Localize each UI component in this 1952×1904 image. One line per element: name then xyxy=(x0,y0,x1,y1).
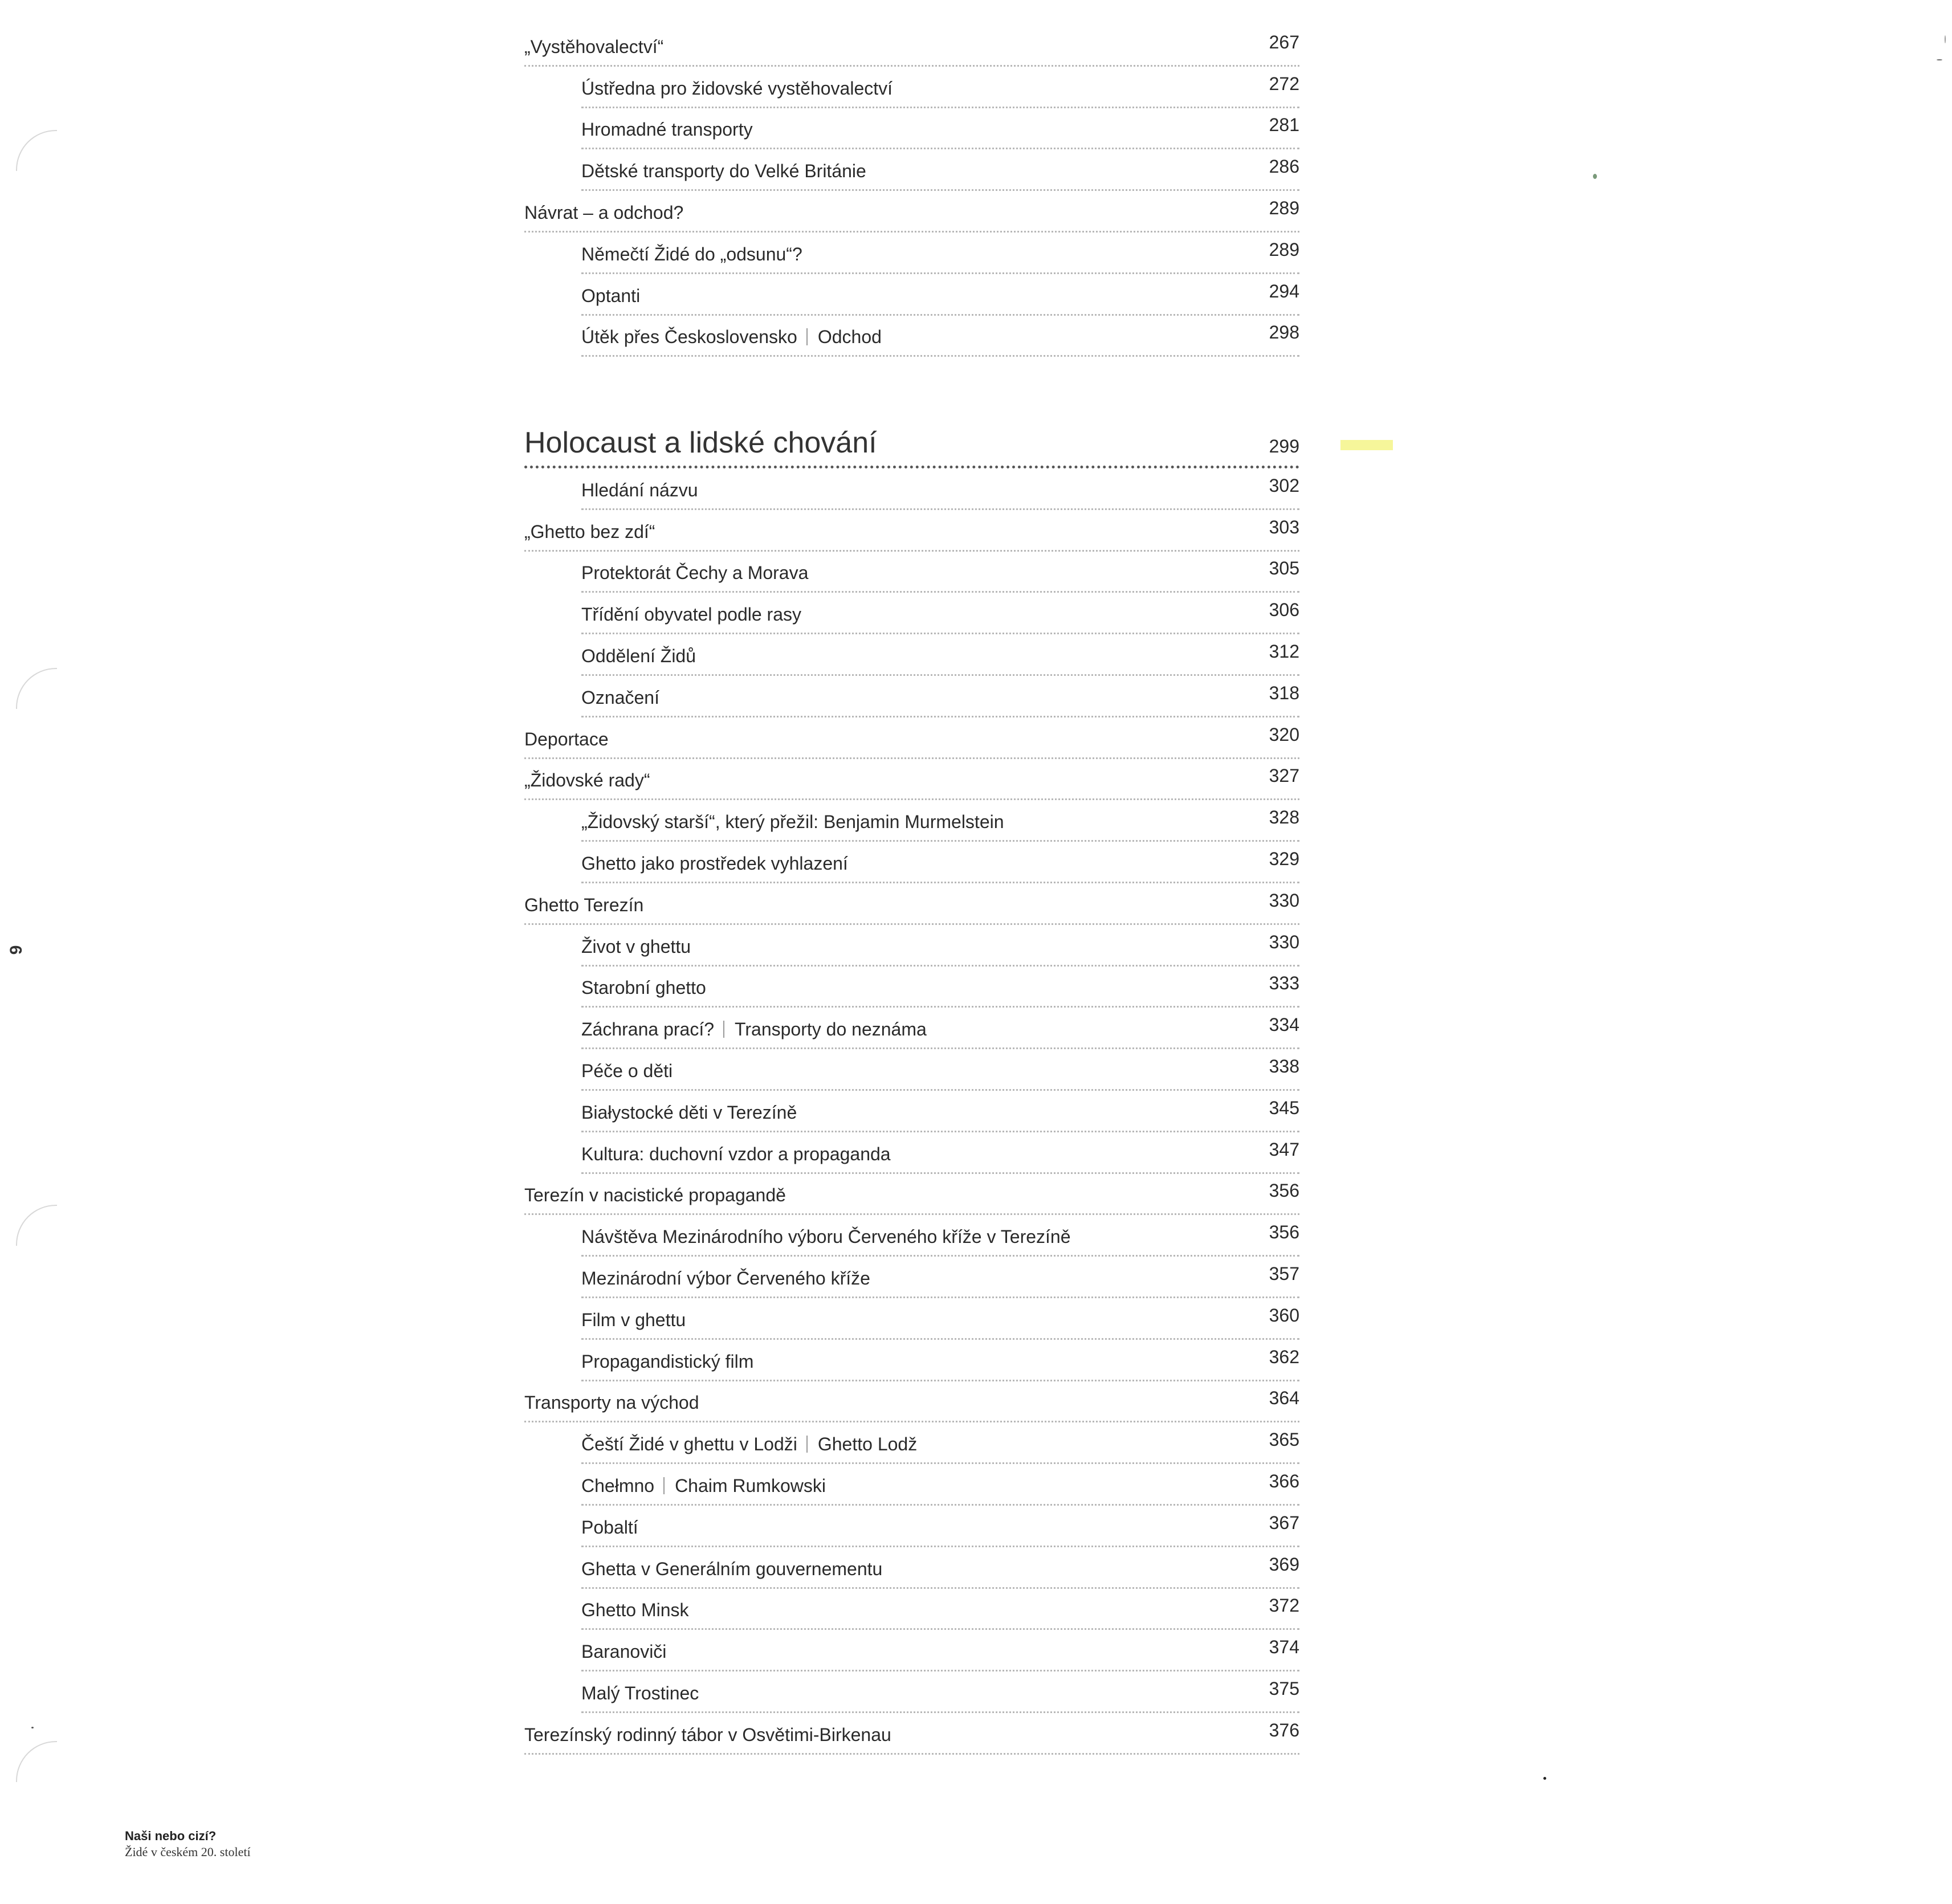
title-separator xyxy=(806,1436,808,1453)
toc-entry[interactable] xyxy=(581,1340,1299,1381)
toc-entry-title xyxy=(581,77,893,100)
toc-entry[interactable] xyxy=(581,233,1299,274)
toc-entry[interactable] xyxy=(581,274,1299,316)
toc-entry[interactable] xyxy=(581,468,1299,510)
toc-entry-page: 333 xyxy=(1269,973,1299,994)
toc-entry[interactable] xyxy=(524,717,1299,759)
scan-speck xyxy=(1945,35,1946,43)
toc-entry-title-text: Optanti xyxy=(581,285,641,306)
toc-entry-title xyxy=(581,243,802,266)
toc-entry-page: 374 xyxy=(1269,1637,1299,1658)
toc-entry[interactable] xyxy=(581,1008,1299,1049)
toc-entry-title-text: „Ghetto bez zdí“ xyxy=(524,521,655,542)
toc-entry[interactable] xyxy=(581,676,1299,717)
toc-entry-title-text: Hledání názvu xyxy=(581,479,698,500)
toc-entry-title xyxy=(581,603,801,626)
toc-entry[interactable] xyxy=(581,67,1299,108)
toc-entry-title xyxy=(581,645,696,667)
toc-entry-title xyxy=(581,325,882,348)
toc-entry-title xyxy=(524,520,655,543)
toc-entry[interactable] xyxy=(581,1671,1299,1713)
toc-entry-page: 330 xyxy=(1269,931,1299,952)
chapter-entries xyxy=(524,468,1299,1755)
toc-entry-page: 327 xyxy=(1269,765,1299,786)
binder-hole-arc xyxy=(16,1741,57,1782)
toc-entry-title-text: Ghetto jako prostředek vyhlazení xyxy=(581,853,848,874)
toc-entry-title-text: Propagandistický film xyxy=(581,1351,754,1372)
toc-entry[interactable] xyxy=(581,1589,1299,1630)
binder-hole-arc xyxy=(16,130,57,171)
scan-speck xyxy=(1543,1777,1546,1780)
toc-entry[interactable] xyxy=(524,883,1299,925)
toc-entry-title xyxy=(524,728,609,751)
toc-entry-page: 298 xyxy=(1269,322,1299,343)
toc-entry-page: 372 xyxy=(1269,1595,1299,1616)
toc-entry-title-text: Péče o děti xyxy=(581,1060,673,1081)
toc-entry-title-text: Čeští Židé v ghettu v Lodži xyxy=(581,1434,797,1455)
toc-entry-title-text: Označení xyxy=(581,687,659,708)
toc-entry-page: 286 xyxy=(1269,156,1299,177)
chapter-heading-page: 299 xyxy=(1269,436,1299,456)
book-footer xyxy=(125,1828,251,1860)
toc-entry[interactable] xyxy=(581,1132,1299,1174)
footer-book-subtitle: Židé v českém 20. století xyxy=(125,1845,251,1859)
toc-entry[interactable] xyxy=(524,759,1299,801)
toc-entry-title-text: Záchrana prací? xyxy=(581,1019,715,1040)
toc-entry-title-text: Protektorát Čechy a Morava xyxy=(581,562,809,584)
title-separator xyxy=(723,1021,724,1038)
scan-speck xyxy=(1937,59,1942,60)
toc-entry-title xyxy=(581,686,659,709)
binder-hole-arc xyxy=(16,668,57,709)
toc-entry-title-text: Hromadné transporty xyxy=(581,119,753,140)
toc-entry-page: 320 xyxy=(1269,724,1299,745)
toc-entry-title xyxy=(524,769,650,792)
toc-entry-title xyxy=(581,810,1004,833)
toc-entry[interactable] xyxy=(581,1547,1299,1589)
footer-book-title: Naši nebo cizí? xyxy=(125,1829,217,1843)
toc-entry-title-text: Pobaltí xyxy=(581,1516,638,1538)
toc-entry[interactable] xyxy=(524,25,1299,67)
toc-entry-title-text: „Židovský starší“, který přežil: Benjamin Murmelstein xyxy=(581,812,1004,833)
side-page-number: 6 xyxy=(6,945,25,955)
toc-entry-page: 272 xyxy=(1269,73,1299,94)
toc-entry-title xyxy=(581,852,848,875)
toc-entry[interactable] xyxy=(581,1091,1299,1132)
toc-entry-title xyxy=(581,1558,882,1580)
toc-entry[interactable] xyxy=(524,191,1299,233)
toc-entry-title xyxy=(581,1059,673,1082)
toc-entry-title-text: Ústředna pro židovské vystěhovalectví xyxy=(581,78,893,99)
toc-section-emigration xyxy=(524,25,1299,357)
toc-entry[interactable] xyxy=(524,1713,1299,1755)
toc-entry-title xyxy=(581,118,753,141)
chapter-heading-row[interactable] xyxy=(524,422,1299,468)
toc-entry-page: 305 xyxy=(1269,558,1299,579)
toc-entry[interactable] xyxy=(524,510,1299,552)
toc-entry-title xyxy=(524,1184,786,1206)
scan-speck xyxy=(31,1727,34,1728)
toc-entry[interactable] xyxy=(524,1174,1299,1216)
toc-entry[interactable] xyxy=(581,1298,1299,1340)
toc-entry-title-text: Třídění obyvatel podle rasy xyxy=(581,604,801,625)
toc-entry-page: 302 xyxy=(1269,475,1299,496)
toc-entry[interactable] xyxy=(581,842,1299,883)
toc-entry-title xyxy=(524,201,683,224)
toc-entry[interactable] xyxy=(581,1049,1299,1091)
toc-entry-title xyxy=(581,1682,699,1705)
toc-entry-title-text: Malý Trostinec xyxy=(581,1682,699,1703)
toc-entry-title xyxy=(581,1516,638,1539)
toc-entry-page: 356 xyxy=(1269,1222,1299,1243)
toc-entry-title xyxy=(524,1723,891,1746)
toc-entry-page: 366 xyxy=(1269,1470,1299,1491)
toc-entry-title xyxy=(581,1143,891,1165)
toc-entry[interactable] xyxy=(581,800,1299,842)
toc-entry-title xyxy=(581,1308,686,1331)
toc-entry-page: 345 xyxy=(1269,1097,1299,1118)
toc-entry-title-text: Ghetto Minsk xyxy=(581,1600,689,1621)
toc-entry[interactable] xyxy=(524,1381,1299,1423)
toc-entry-title-text: Ghetto Terezín xyxy=(524,894,644,915)
toc-entry[interactable] xyxy=(581,108,1299,150)
toc-entry[interactable] xyxy=(581,967,1299,1008)
toc-entry-page: 330 xyxy=(1269,890,1299,911)
toc-entry-title xyxy=(581,1599,689,1621)
toc-section-holocaust xyxy=(524,422,1299,1755)
toc-entry-title xyxy=(581,1101,797,1124)
toc-entry-title-text: Návštěva Mezinárodního výboru Červeného kříže v Terezíně xyxy=(581,1226,1071,1247)
toc-entry-title-text: Kultura: duchovní vzdor a propaganda xyxy=(581,1143,891,1164)
toc-entry-title-text: „Vystěhovalectví“ xyxy=(524,36,664,57)
binder-hole-arc xyxy=(16,1205,57,1246)
toc-entry-page: 289 xyxy=(1269,197,1299,218)
scan-speck xyxy=(1593,174,1597,179)
toc-entry-page: 376 xyxy=(1269,1719,1299,1740)
toc-entry-page: 367 xyxy=(1269,1512,1299,1533)
toc-entry-page: 306 xyxy=(1269,600,1299,621)
title-separator xyxy=(806,328,808,345)
toc-entry-title xyxy=(581,1640,666,1663)
toc-entry-title xyxy=(581,561,808,584)
toc-entry-title xyxy=(581,284,640,307)
toc-entry-page: 281 xyxy=(1269,115,1299,136)
toc-entry-page: 334 xyxy=(1269,1014,1299,1035)
toc-entry-page: 356 xyxy=(1269,1180,1299,1201)
toc-entry-title-secondary: Chaim Rumkowski xyxy=(675,1475,826,1496)
toc-entry[interactable] xyxy=(581,593,1299,634)
toc-entry-title xyxy=(581,976,706,999)
toc-entry-title xyxy=(581,1018,927,1041)
toc-entry-title-text: Mezinárodní výbor Červeného kříže xyxy=(581,1267,870,1289)
toc-entry-title-secondary: Odchod xyxy=(817,327,882,348)
toc-entry-page: 329 xyxy=(1269,848,1299,869)
toc-entry[interactable] xyxy=(581,1630,1299,1671)
toc-entry-page: 365 xyxy=(1269,1429,1299,1450)
toc-entry-page: 362 xyxy=(1269,1346,1299,1367)
toc-entry-title xyxy=(581,160,866,182)
toc-entry-title-secondary: Ghetto Lodž xyxy=(817,1434,918,1455)
toc-entry-title xyxy=(581,1225,1071,1248)
toc-entry-page: 328 xyxy=(1269,807,1299,828)
toc-entry-title-text: „Židovské rady“ xyxy=(524,770,650,791)
toc-entry-title xyxy=(581,1474,826,1497)
toc-entry-page: 294 xyxy=(1269,280,1299,301)
toc-entry-title-text: Ghetta v Generálním gouvernementu xyxy=(581,1558,883,1579)
toc-entry-title xyxy=(524,35,663,58)
toc-entry[interactable] xyxy=(581,316,1299,357)
toc-entry-title-text: Baranoviči xyxy=(581,1641,667,1662)
toc-entry-page: 303 xyxy=(1269,516,1299,537)
toc-entry-title-text: Deportace xyxy=(524,728,609,749)
toc-entry-title-text: Život v ghettu xyxy=(581,936,691,957)
toc-entry-title-text: Terezínský rodinný tábor v Osvětimi-Birkenau xyxy=(524,1724,891,1745)
toc-entry[interactable] xyxy=(581,1215,1299,1257)
toc-entry-page: 364 xyxy=(1269,1388,1299,1409)
toc-entry-page: 289 xyxy=(1269,239,1299,260)
chapter-heading-title: Holocaust a lidské chování xyxy=(524,426,877,459)
toc-entry-title xyxy=(524,894,643,916)
toc-entry-title-text: Terezín v nacistické propagandě xyxy=(524,1185,786,1206)
toc-entry-title-secondary: Transporty do neznáma xyxy=(735,1019,927,1040)
toc-entry-title xyxy=(581,1433,917,1455)
toc-entry-title xyxy=(581,1350,753,1373)
toc-entry-page: 357 xyxy=(1269,1263,1299,1284)
toc-entry-title xyxy=(524,1391,699,1414)
toc-entry-page: 338 xyxy=(1269,1055,1299,1077)
toc-entry-page: 312 xyxy=(1269,641,1299,662)
toc-entry-title-text: Němečtí Židé do „odsunu“? xyxy=(581,243,802,264)
toc-entry-title-text: Transporty na východ xyxy=(524,1392,699,1413)
toc-entry-title-text: Návrat – a odchod? xyxy=(524,202,684,223)
toc-entry-page: 267 xyxy=(1269,31,1299,52)
toc-entry-title-text: Oddělení Židů xyxy=(581,645,696,666)
toc-entry[interactable] xyxy=(581,1257,1299,1298)
toc-entry[interactable] xyxy=(581,1464,1299,1506)
toc-entry[interactable] xyxy=(581,1506,1299,1547)
toc-entry-title-text: Białystocké děti v Terezíně xyxy=(581,1102,797,1123)
title-separator xyxy=(663,1477,665,1494)
toc-entry-title xyxy=(581,1267,870,1290)
toc-entry-page: 318 xyxy=(1269,682,1299,703)
toc-entry-title xyxy=(581,479,698,502)
toc-entry-title-text: Chełmno xyxy=(581,1475,655,1496)
toc-entry[interactable] xyxy=(581,925,1299,967)
toc-entry-title-text: Dětské transporty do Velké Británie xyxy=(581,161,866,182)
toc-entry-title-text: Starobní ghetto xyxy=(581,977,706,998)
toc-entry-page: 375 xyxy=(1269,1678,1299,1699)
toc-entry-page: 369 xyxy=(1269,1554,1299,1575)
toc-entry-title-text: Film v ghettu xyxy=(581,1309,686,1330)
toc-entry-page: 347 xyxy=(1269,1139,1299,1160)
toc-entry[interactable] xyxy=(581,1422,1299,1464)
toc-entry-title xyxy=(581,935,691,958)
highlighter-mark xyxy=(1340,440,1393,450)
toc-entry-page: 360 xyxy=(1269,1304,1299,1326)
toc-entry-title-text: Útěk přes Československo xyxy=(581,327,797,348)
toc-entry[interactable] xyxy=(581,149,1299,191)
toc-entry[interactable] xyxy=(581,552,1299,593)
toc-entry[interactable] xyxy=(581,634,1299,676)
